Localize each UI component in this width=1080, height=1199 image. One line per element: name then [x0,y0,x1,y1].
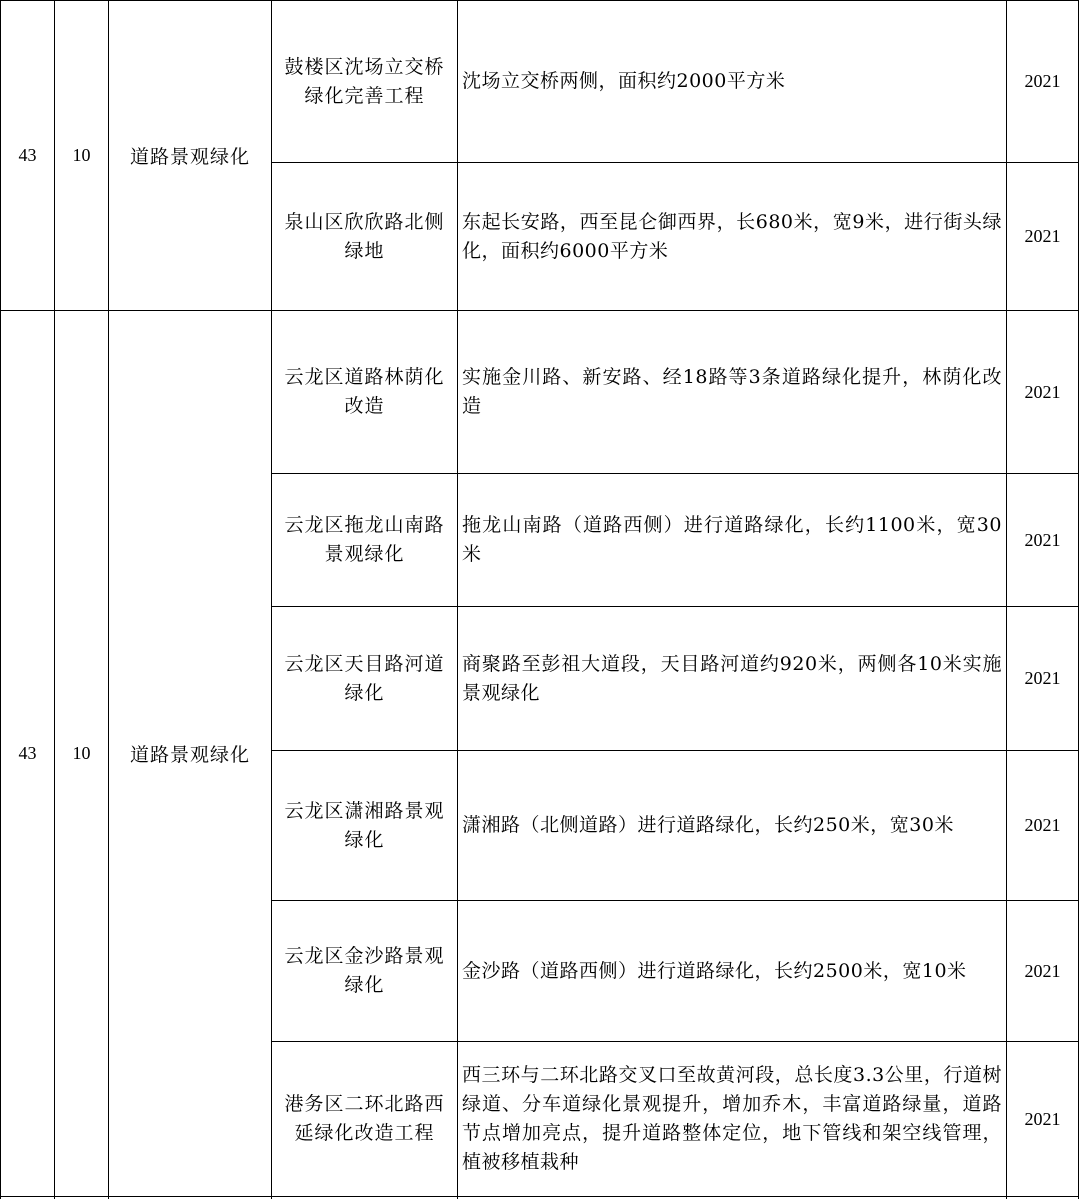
project-year: 2021 [1024,226,1061,246]
project-description: 西三环与二环北路交叉口至故黄河段，总长度3.3公里，行道树绿道、分车道绿化景观提升，增加乔木，丰富道路绿量，道路节点增加亮点，提升道路整体定位，地下管线和架空线管理，植被移植栽种 [462,1064,1002,1173]
project-description: 东起长安路，西至昆仑御西界，长680米，宽9米，进行街头绿化，面积约6000平方米 [462,210,1002,262]
project-year: 2021 [1024,71,1061,91]
group-category: 道路景观绿化 [129,744,250,766]
project-name: 云龙区天目路河道绿化 [284,652,445,704]
project-description: 拖龙山南路（道路西侧）进行道路绿化，长约1100米，宽30米 [462,514,1002,565]
group-index: 43 [18,145,37,165]
project-name: 云龙区金沙路景观绿化 [284,945,445,996]
project-year: 2021 [1024,815,1061,835]
project-description: 商聚路至彭祖大道段，天目路河道约920米，两侧各10米实施景观绿化 [462,652,1002,704]
project-description: 实施金川路、新安路、经18路等3条道路绿化提升，林荫化改造 [462,366,1002,417]
table-border-bottom [0,1196,1079,1197]
project-year: 2021 [1024,1108,1061,1129]
project-name: 云龙区道路林荫化改造 [284,366,445,417]
project-year: 2021 [1024,668,1061,688]
group-index: 43 [18,743,37,763]
table-border-right [1078,0,1079,1199]
project-name: 港务区二环北路西延绿化改造工程 [284,1093,445,1144]
project-name: 云龙区潇湘路景观绿化 [284,799,445,851]
project-year: 2021 [1024,960,1061,981]
project-description: 潇湘路（北侧道路）进行道路绿化，长约250米，宽30米 [462,814,954,836]
project-name: 泉山区欣欣路北侧绿地 [284,210,445,262]
group-count: 10 [72,145,91,165]
project-year: 2021 [1024,529,1061,550]
group-count: 10 [72,743,91,763]
project-name: 云龙区拖龙山南路景观绿化 [284,514,445,565]
project-description: 沈场立交桥两侧，面积约2000平方米 [462,70,786,92]
project-name: 鼓楼区沈场立交桥绿化完善工程 [284,55,445,107]
project-description: 金沙路（道路西侧）进行道路绿化，长约2500米，宽10米 [462,959,967,982]
project-year: 2021 [1024,381,1061,402]
group-category: 道路景观绿化 [129,146,250,168]
